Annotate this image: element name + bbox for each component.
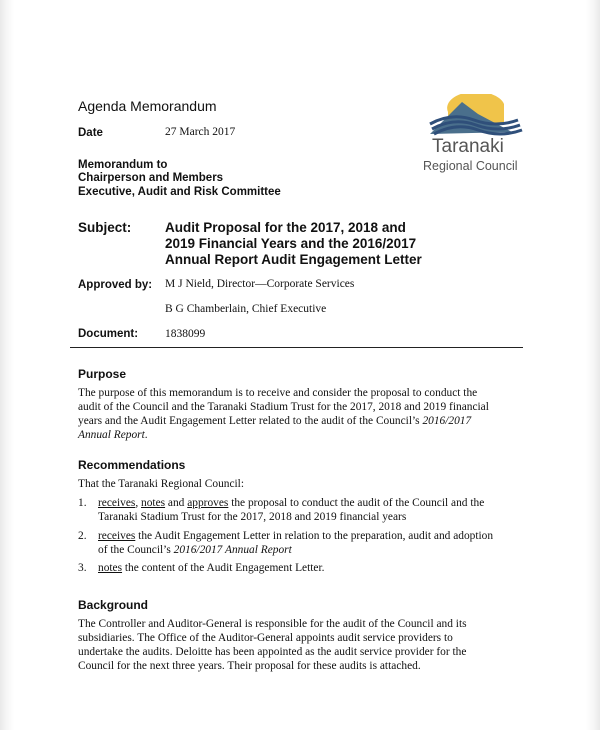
background-line-3: undertake the audits. Deloitte has been appointed as the audit service provider for the [78,646,467,658]
memo-to-line-3: Executive, Audit and Risk Committee [78,186,281,198]
subject-line-2: 2019 Financial Years and the 2016/2017 [165,236,417,251]
background-line-1: The Controller and Auditor-General is responsible for the audit of the Council and its [78,618,467,630]
memo-to-line-2: Chairperson and Members [78,172,224,184]
document-label: Document: [78,328,139,340]
date-label: Date [78,127,103,139]
subject-line-1: Audit Proposal for the 2017, 2018 and [165,220,406,235]
recommendation-2-number: 2. [78,530,87,542]
memo-to-line-1: Memorandum to [78,159,168,171]
purpose-line-2: audit of the Council and the Taranaki Stadium Trust for the 2017, 2018 and 2019 financial [78,401,489,413]
recommendation-1-line-2: Taranaki Stadium Trust for the 2017, 2018 and 2019 financial years [98,511,407,523]
logo-subtitle: Regional Council [423,159,518,173]
header-divider [70,347,523,348]
purpose-line-3: years and the Audit Engagement Letter related to the audit of the Council’s 2016/2017 [78,415,472,427]
approver-2: B G Chamberlain, Chief Executive [165,303,327,315]
recommendation-3-number: 3. [78,562,87,574]
recommendation-1-number: 1. [78,497,87,509]
purpose-line-4: Annual Report. [78,429,148,441]
background-line-2: subsidiaries. The Office of the Auditor-General appoints audit service providers to [78,632,453,644]
approver-1: M J Nield, Director—Corporate Services [165,278,355,290]
recommendation-3-line-1: notes the content of the Audit Engagement Letter. [98,562,325,574]
memo-title: Agenda Memorandum [78,98,217,114]
subject-line-3: Annual Report Audit Engagement Letter [165,252,422,267]
approved-by-label: Approved by: [78,279,153,291]
background-line-4: Council for the next three years. Their proposal for these audits is attached. [78,660,421,672]
subject-label: Subject: [78,220,132,235]
recommendations-heading: Recommendations [78,458,186,472]
date-value: 27 March 2017 [165,126,236,138]
recommendation-2-line-1: receives the Audit Engagement Letter in relation to the preparation, audit and adoption [98,530,494,542]
document-number: 1838099 [165,328,206,340]
recommendation-1-line-1: receives, notes and approves the proposal to conduct the audit of the Council and the [98,497,485,509]
purpose-heading: Purpose [78,367,127,381]
recommendations-intro: That the Taranaki Regional Council: [78,478,245,490]
purpose-line-1: The purpose of this memorandum is to receive and consider the proposal to conduct the [78,387,478,399]
recommendation-2-line-2: of the Council’s 2016/2017 Annual Report [98,544,292,556]
logo-name: Taranaki [432,136,504,157]
background-heading: Background [78,598,149,612]
